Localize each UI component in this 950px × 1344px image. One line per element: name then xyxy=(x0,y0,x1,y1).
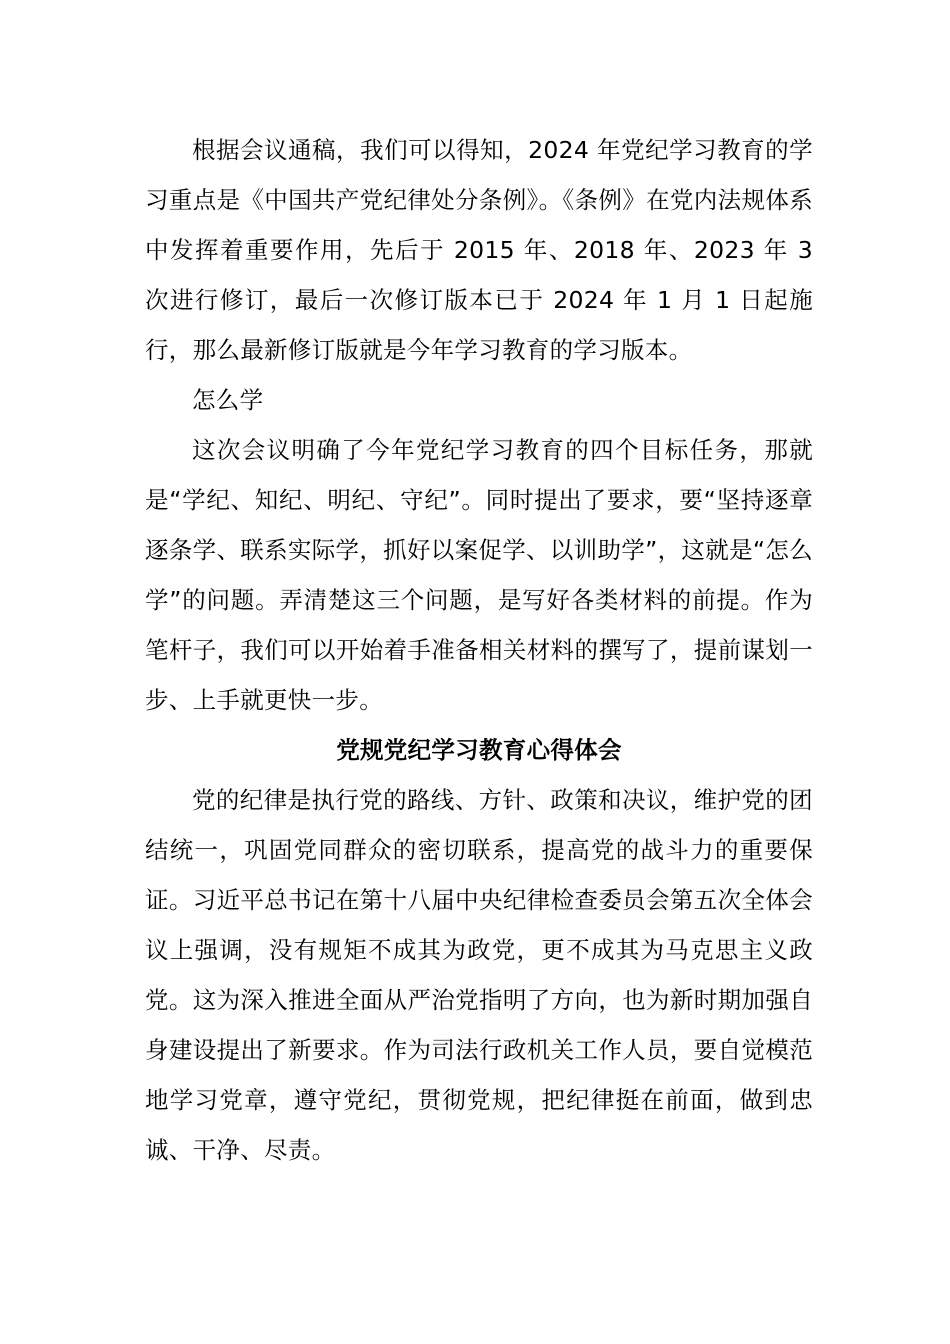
paragraph-discipline: 党的纪律是执行党的路线、方针、政策和决议，维护党的团结统一，巩固党同群众的密切联系，提高党的战斗力的重要保证。习近平总书记在第十八届中央纪律检查委员会第五次全体会议上强调，没有规矩不成其为政党，更不成其为马克思主义政党。这为深入推进全面从严治党指明了方向，也为新时期加强自身建设提出了新要求。作为司法行政机关工作人员，要自觉模范地学习党章，遵守党纪，贯彻党规，把纪律挺在前面，做到忠诚、干净、尽责。 xyxy=(145,786,813,1164)
document-body xyxy=(145,125,813,1175)
paragraph-study-focus: 根据会议通稿，我们可以得知，2024 年党纪学习教育的学习重点是《中国共产党纪律处分条例》。《条例》在党内法规体系中发挥着重要作用，先后于 2015 年、2018 年、2023 年 3 次进行修订，最后一次修订版本已于 2024 年 1 月 1 日起施行，那么最新修订版就是今年学习教育的学习版本。 xyxy=(145,136,813,364)
paragraph-how-to-study: 这次会议明确了今年党纪学习教育的四个目标任务，那就是“学纪、知纪、明纪、守纪”。同时提出了要求，要“坚持逐章逐条学、联系实际学，抓好以案促学、以训助学”，这就是“怎么学”的问题。弄清楚这三个问题，是写好各类材料的前提。作为笔杆子，我们可以开始着手准备相关材料的撰写了，提前谋划一步、上手就更快一步。 xyxy=(145,436,813,714)
subheading-how-to-study: 怎么学 xyxy=(192,386,264,414)
section-title: 党规党纪学习教育心得体会 xyxy=(336,736,622,764)
